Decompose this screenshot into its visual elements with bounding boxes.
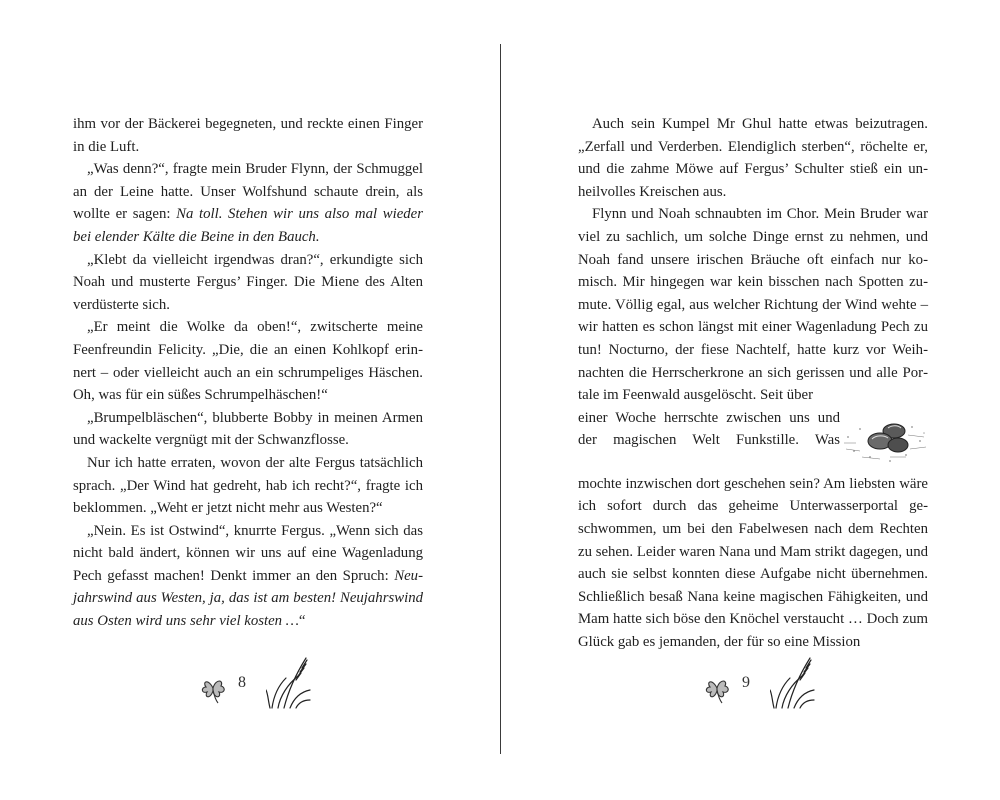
page-footer bbox=[196, 652, 326, 712]
paragraph: mochte inzwischen dort geschehen sein? Am liebsten wäre ich sofort durch das geheime Unterwasserportal geschwommen, um bei den Fabelwesen nach dem Rechten zu sehen. Leider waren Nana und Mam strikt dagegen, und auch sie selbst konnten diese Aufgabe nicht übernehmen. Schließlich besaß Nana keine magischen Fähigkeiten, und Mam hatte sich böse den Knöchel verstaucht … Doch zum Glück gab es jemanden, der für so eine Mission bbox=[578, 475, 928, 650]
clover-icon bbox=[702, 674, 732, 704]
paragraph: „Nein. Es ist Ostwind“, knurrte Fergus. „Wenn sich das nicht bald ändert, können wir uns auf eine Wagenladung Pech gefasst machen! Denkt immer an den Spruch: Neujahrswind aus Westen, ja, das ist am besten! Neujahrswind aus Osten wird uns sehr viel kosten …“ bbox=[73, 522, 423, 630]
left-page-text bbox=[73, 113, 423, 633]
paragraph: Flynn und Noah schnaubten im Chor. Mein Bruder war viel zu sachlich, um solche Dinge ernst zu nehmen, und Noah fand unsere irischen Bräuche oft einfach nur komisch. Mir hingegen war kein bisschen nach Spotten zumute. Völlig egal, aus welcher Richtung der Wind wehte – wir hatten es schon längst mit einer Wagenladung Pech zu tun! Nocturno, der fiese Nachtelf, hatte kurz vor Weihnachten die Herrscherkrone an sich gerissen und alle Portale im Feenwald ausgelöscht. Seit über bbox=[578, 206, 928, 404]
right-page bbox=[500, 0, 1000, 800]
text-with-illustration bbox=[578, 407, 928, 473]
right-page-text bbox=[578, 113, 928, 653]
paragraph: „Brumpelbläschen“, blubberte Bobby in meinen Armen und wackelte vergnügt mit der Schwanzflosse. bbox=[73, 409, 423, 449]
paragraph: einer Woche herrschte zwischen uns und der magischen Welt Funkstille. Was bbox=[578, 409, 840, 449]
grass-icon bbox=[770, 654, 816, 710]
grass-icon bbox=[266, 654, 312, 710]
clover-icon bbox=[198, 674, 228, 704]
paragraph: Nur ich hatte erraten, wovon der alte Fergus tatsächlich sprach. „Der Wind hat gedreht, hab ich recht?“, fragte ich beklommen. „Weht er jetzt nicht mehr aus Westen?“ bbox=[73, 454, 423, 517]
paragraph: „Klebt da vielleicht irgendwas dran?“, erkundigte sich Noah und musterte Fergus’ Finger. Die Miene des Alten verdüsterte sich. bbox=[73, 251, 423, 313]
paragraph: „Was denn?“, fragte mein Bruder Flynn, der Schmuggel an der Leine hatte. Unser Wolfshund schaute drein, als wollte er sagen: Na toll. Stehen wir uns also mal wieder bei elender Kälte die Beine in den Bauch. bbox=[73, 161, 423, 245]
paragraph: ihm vor der Bäckerei begegneten, und reckte einen Finger in die Luft. bbox=[73, 116, 423, 155]
stones-illustration bbox=[840, 407, 928, 473]
page-footer bbox=[700, 652, 830, 712]
page-number: 9 bbox=[742, 674, 750, 691]
paragraph: Auch sein Kumpel Mr Ghul hatte etwas beizutragen. „Zerfall und Verderben. Elendiglich sterben“, röchelte er, und die zahme Möwe auf Fergus’ Schulter stieß ein unheilvolles Kreischen aus. bbox=[578, 116, 928, 200]
page-number: 8 bbox=[238, 674, 246, 691]
paragraph: „Er meint die Wolke da oben!“, zwitscherte meine Feenfreundin Felicity. „Die, die an einen Kohlkopf erinnert – oder vielleicht auch an ein schrumpeliges Häschen. Oh, was für ein süßes Schrumpelhäschen!“ bbox=[73, 319, 423, 404]
